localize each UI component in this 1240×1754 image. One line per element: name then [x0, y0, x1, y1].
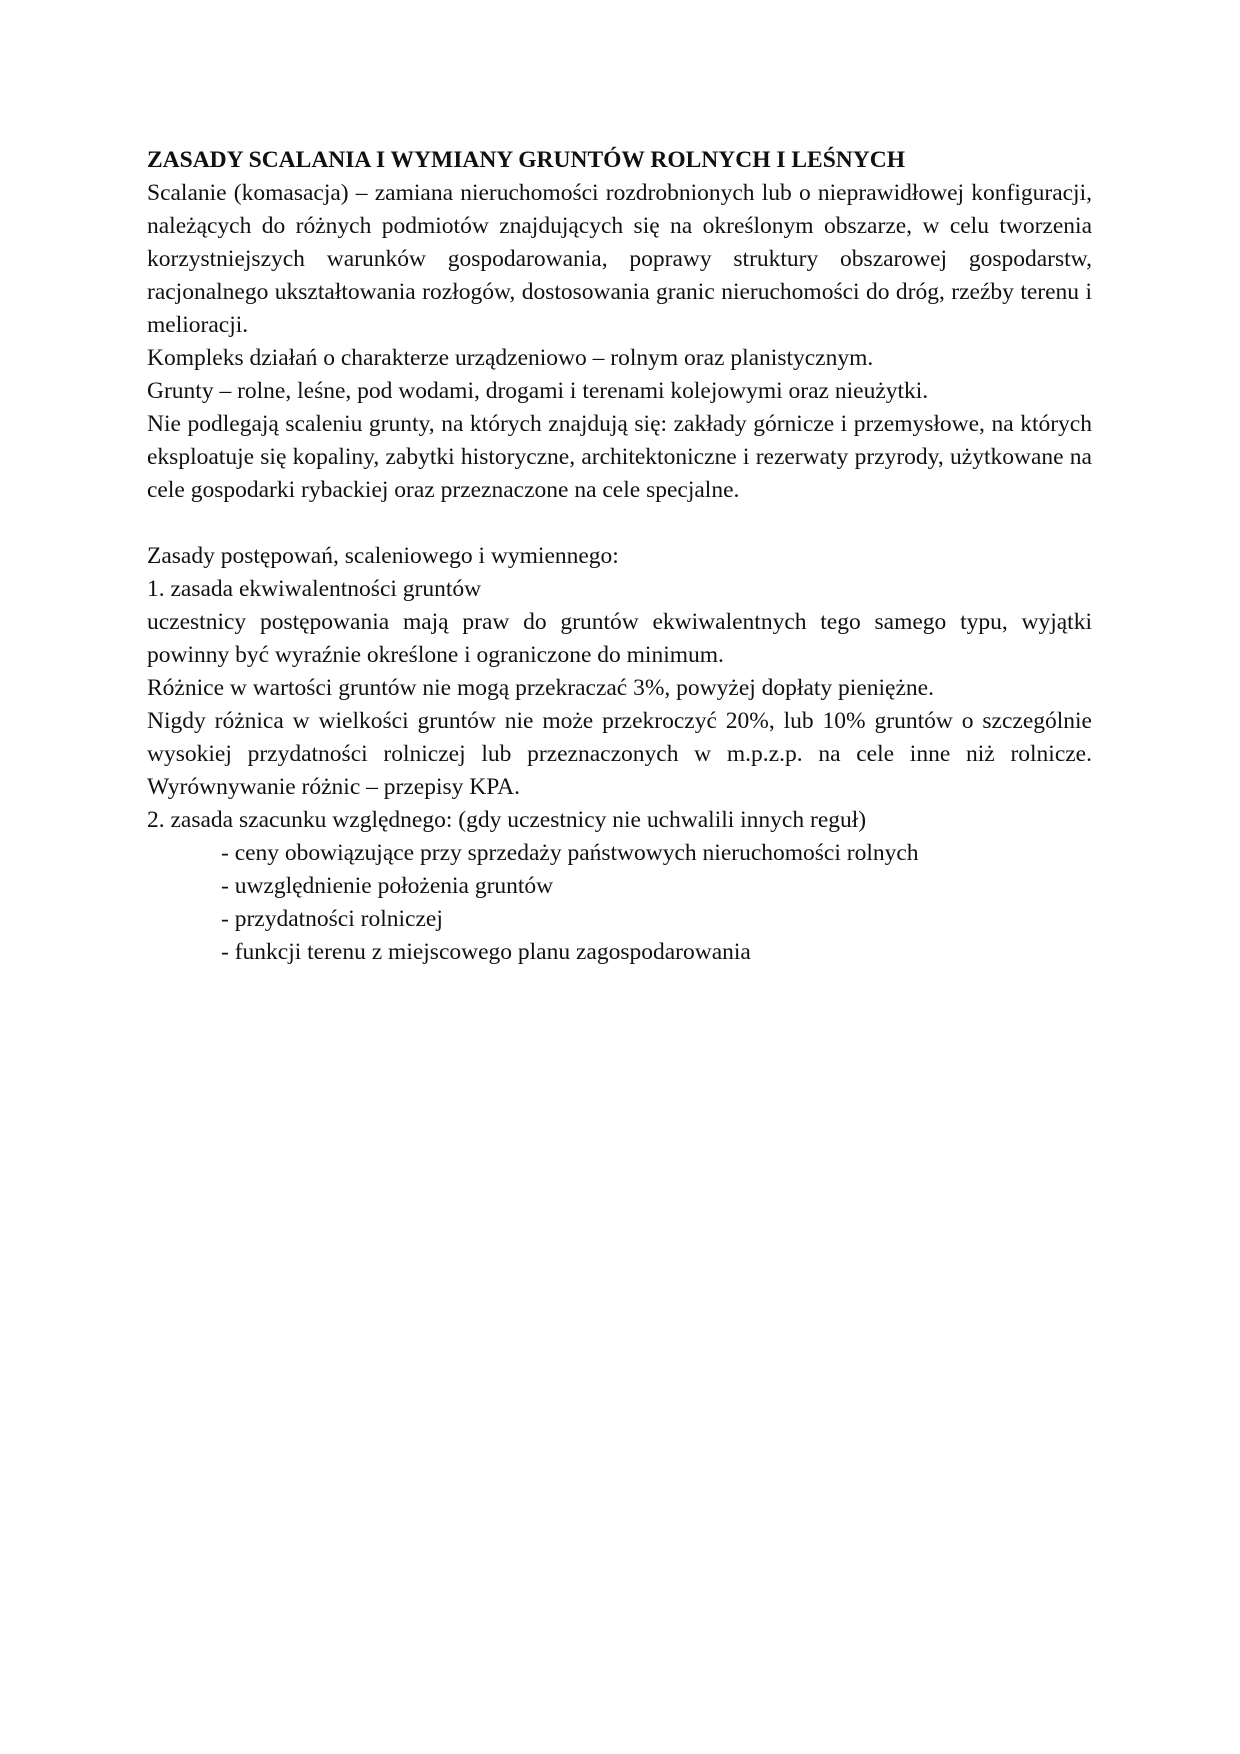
zasada-2-heading: 2. zasada szacunku względnego: (gdy uczestnicy nie uchwalili innych reguł)	[147, 807, 867, 833]
list-item: - ceny obowiązujące przy sprzedaży państwowych nieruchomości rolnych	[221, 840, 919, 866]
paragraph-grunty: Grunty – rolne, leśne, pod wodami, drogami i terenami kolejowymi oraz nieużytki.	[147, 378, 929, 404]
list-item: - przydatności rolniczej	[221, 906, 443, 932]
list-item: - funkcji terenu z miejscowego planu zagospodarowania	[221, 939, 751, 965]
paragraph-kompleks: Kompleks działań o charakterze urządzeniowo – rolnym oraz planistycznym.	[147, 345, 874, 371]
paragraph-nie-podlegaja: Nie podlegają scaleniu grunty, na których znajdują się: zakłady górnicze i przemysłowe, na których eksploatuje się kopaliny, zabytki historyczne, architektoniczne i rezerwaty przyrody, użytkowane na cele gospodarki rybackiej oraz przeznaczone na cele specjalne.	[147, 411, 1092, 503]
zasada-1-nigdy: Nigdy różnica w wielkości gruntów nie może przekroczyć 20%, lub 10% gruntów o szczególnie wysokiej przydatności rolniczej lub przeznaczonych w m.p.z.p. na cele inne niż rolnicze. Wyrównywanie różnic – przepisy KPA.	[147, 708, 1092, 800]
spacer	[147, 507, 1092, 540]
paragraph-scalanie: Scalanie (komasacja) – zamiana nieruchomości rozdrobnionych lub o nieprawidłowej konfiguracji, należących do różnych podmiotów znajdujących się na określonym obszarze, w celu tworzenia korzystniejszych warunków gospodarowania, poprawy struktury obszarowej gospodarstw, racjonalnego ukształtowania rozłogów, dostosowania granic nieruchomości do dróg, rzeźby terenu i melioracji.	[147, 180, 1092, 338]
list-item: - uwzględnienie położenia gruntów	[221, 873, 554, 899]
section-heading-zasady: Zasady postępowań, scaleniowego i wymiennego:	[147, 543, 619, 569]
zasada-1-heading: 1. zasada ekwiwalentności gruntów	[147, 576, 482, 602]
zasada-2-list	[147, 837, 1092, 969]
zasada-1-roznice: Różnice w wartości gruntów nie mogą przekraczać 3%, powyżej dopłaty pieniężne.	[147, 675, 934, 701]
document-page	[147, 144, 1092, 969]
document-title: ZASADY SCALANIA I WYMIANY GRUNTÓW ROLNYCH I LEŚNYCH	[147, 147, 905, 173]
zasada-1-text: uczestnicy postępowania mają praw do gruntów ekwiwalentnych tego samego typu, wyjątki powinny być wyraźnie określone i ograniczone do minimum.	[147, 609, 1092, 668]
